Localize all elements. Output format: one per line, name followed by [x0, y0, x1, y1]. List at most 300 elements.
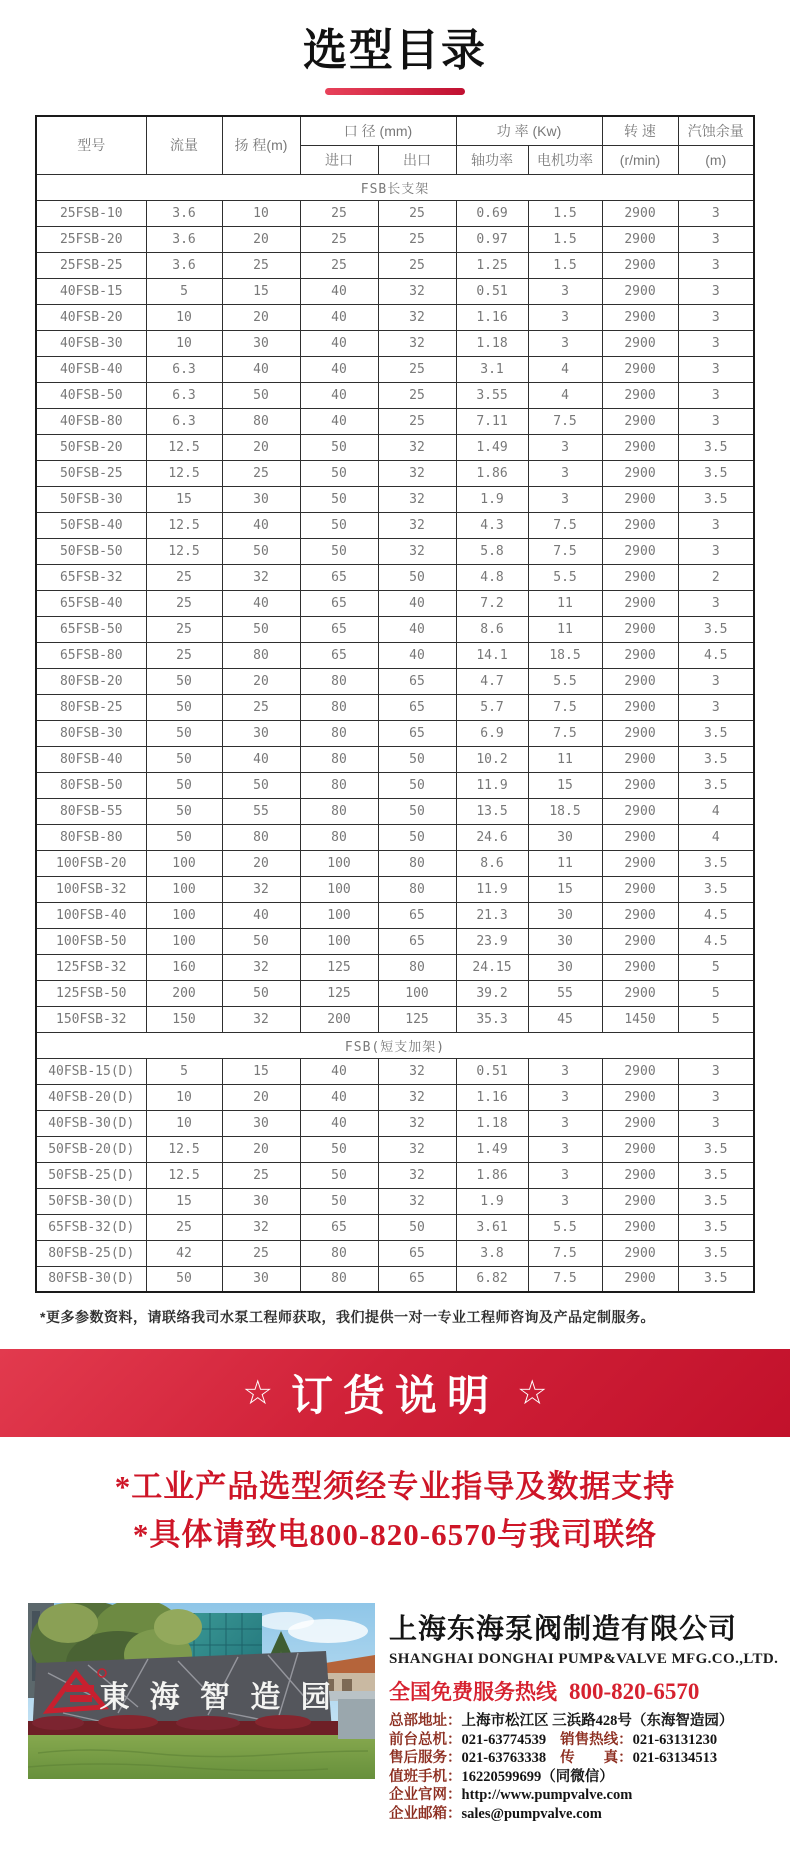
model-cell: 80FSB-25(D): [36, 1240, 146, 1266]
value-cell: 40: [300, 1084, 378, 1110]
table-section-title: FSB长支架: [36, 174, 754, 200]
value-cell: 15: [146, 1188, 222, 1214]
value-cell: 25: [222, 694, 300, 720]
value-cell: 50: [300, 1162, 378, 1188]
value-cell: 5.5: [528, 1214, 602, 1240]
spec-table-body: [36, 174, 754, 1292]
value-cell: 2900: [602, 590, 678, 616]
value-cell: 32: [378, 1084, 456, 1110]
value-cell: 4.8: [456, 564, 528, 590]
value-cell: 1.16: [456, 304, 528, 330]
value-cell: 1450: [602, 1006, 678, 1032]
value-cell: 2900: [602, 408, 678, 434]
value-cell: 65: [300, 564, 378, 590]
hotline-label: 全国免费服务热线: [389, 1680, 557, 1704]
value-cell: 40: [300, 408, 378, 434]
model-cell: 125FSB-50: [36, 980, 146, 1006]
value-cell: 6.3: [146, 408, 222, 434]
value-cell: 50: [300, 538, 378, 564]
value-cell: 13.5: [456, 798, 528, 824]
footer-section: [28, 1603, 779, 1823]
value-cell: 2900: [602, 1162, 678, 1188]
contact-line: [389, 1805, 778, 1824]
model-cell: 50FSB-25(D): [36, 1162, 146, 1188]
value-cell: 30: [222, 330, 300, 356]
value-cell: 4.5: [678, 928, 754, 954]
value-cell: 80: [222, 642, 300, 668]
table-row: [36, 252, 754, 278]
value-cell: 1.18: [456, 330, 528, 356]
value-cell: 80: [378, 850, 456, 876]
contact-value[interactable]: http://www.pumpvalve.com: [461, 1787, 633, 1803]
value-cell: 3: [678, 512, 754, 538]
table-row: [36, 200, 754, 226]
value-cell: 6.3: [146, 382, 222, 408]
value-cell: 10: [222, 200, 300, 226]
value-cell: 65: [378, 1266, 456, 1292]
contact-line: [389, 1749, 778, 1768]
value-cell: 80: [300, 694, 378, 720]
table-section-row: [36, 174, 754, 200]
model-cell: 50FSB-30(D): [36, 1188, 146, 1214]
value-cell: 10: [146, 1110, 222, 1136]
order-instructions-banner: [0, 1349, 790, 1437]
value-cell: 3: [528, 460, 602, 486]
value-cell: 1.16: [456, 1084, 528, 1110]
table-row: [36, 772, 754, 798]
model-cell: 125FSB-32: [36, 954, 146, 980]
model-cell: 25FSB-25: [36, 252, 146, 278]
contact-line: [389, 1786, 778, 1805]
table-row: [36, 1266, 754, 1292]
model-cell: 80FSB-30(D): [36, 1266, 146, 1292]
value-cell: 3: [528, 278, 602, 304]
table-row: [36, 1058, 754, 1084]
model-cell: 65FSB-50: [36, 616, 146, 642]
value-cell: 2900: [602, 1188, 678, 1214]
value-cell: 55: [528, 980, 602, 1006]
table-row: [36, 1110, 754, 1136]
value-cell: 30: [528, 954, 602, 980]
value-cell: 3.5: [678, 876, 754, 902]
value-cell: 4.5: [678, 642, 754, 668]
value-cell: 2900: [602, 668, 678, 694]
value-cell: 25: [222, 1162, 300, 1188]
value-cell: 50: [146, 746, 222, 772]
value-cell: 3.5: [678, 1162, 754, 1188]
value-cell: 50: [300, 434, 378, 460]
model-cell: 50FSB-50: [36, 538, 146, 564]
value-cell: 1.86: [456, 1162, 528, 1188]
value-cell: 2900: [602, 538, 678, 564]
value-cell: 2900: [602, 304, 678, 330]
value-cell: 8.6: [456, 616, 528, 642]
value-cell: 2900: [602, 850, 678, 876]
value-cell: 3: [678, 538, 754, 564]
value-cell: 12.5: [146, 1162, 222, 1188]
value-cell: 100: [146, 928, 222, 954]
model-cell: 65FSB-32: [36, 564, 146, 590]
company-name-cn: 上海东海泵阀制造有限公司: [389, 1613, 738, 1644]
value-cell: 2900: [602, 642, 678, 668]
value-cell: 40: [300, 278, 378, 304]
table-row: [36, 824, 754, 850]
value-cell: 2900: [602, 824, 678, 850]
value-cell: 200: [300, 1006, 378, 1032]
model-cell: 50FSB-20(D): [36, 1136, 146, 1162]
value-cell: 32: [378, 538, 456, 564]
model-cell: 40FSB-15(D): [36, 1058, 146, 1084]
value-cell: 45: [528, 1006, 602, 1032]
value-cell: 3: [678, 1084, 754, 1110]
contact-label: 传 真：: [560, 1750, 633, 1766]
value-cell: 3.5: [678, 1214, 754, 1240]
table-row: [36, 902, 754, 928]
table-section-row: [36, 1032, 754, 1058]
model-cell: 80FSB-40: [36, 746, 146, 772]
value-cell: 3: [528, 1084, 602, 1110]
value-cell: 3: [678, 590, 754, 616]
value-cell: 32: [222, 954, 300, 980]
contact-value[interactable]: sales@pumpvalve.com: [461, 1805, 602, 1822]
value-cell: 30: [222, 1110, 300, 1136]
service-hotline: [389, 1676, 778, 1706]
value-cell: 65: [378, 928, 456, 954]
value-cell: 10: [146, 304, 222, 330]
table-row: [36, 1136, 754, 1162]
value-cell: 7.5: [528, 512, 602, 538]
contact-value: 021-63134513: [632, 1750, 718, 1766]
notice-line-1: *工业产品选型须经专业指导及数据支持: [114, 1469, 676, 1504]
value-cell: 3.6: [146, 252, 222, 278]
table-row: [36, 278, 754, 304]
value-cell: 40: [378, 616, 456, 642]
value-cell: 125: [300, 980, 378, 1006]
table-row: [36, 694, 754, 720]
value-cell: 32: [378, 304, 456, 330]
value-cell: 40: [222, 590, 300, 616]
value-cell: 3.8: [456, 1240, 528, 1266]
value-cell: 50: [378, 824, 456, 850]
value-cell: 3: [678, 1110, 754, 1136]
table-row: [36, 668, 754, 694]
value-cell: 35.3: [456, 1006, 528, 1032]
value-cell: 3: [678, 304, 754, 330]
value-cell: 50: [146, 720, 222, 746]
value-cell: 40: [300, 1058, 378, 1084]
col-header-outlet: 出口: [378, 145, 456, 174]
value-cell: 25: [300, 200, 378, 226]
table-footnote: *更多参数资料，请联络我司水泵工程师获取，我们提供一对一专业工程师咨询及产品定制服务。: [40, 1309, 655, 1325]
value-cell: 5.7: [456, 694, 528, 720]
col-header-npsh: 汽蚀余量: [678, 116, 754, 145]
value-cell: 30: [222, 1266, 300, 1292]
value-cell: 2900: [602, 876, 678, 902]
model-cell: 80FSB-55: [36, 798, 146, 824]
value-cell: 3: [678, 668, 754, 694]
value-cell: 7.2: [456, 590, 528, 616]
value-cell: 6.9: [456, 720, 528, 746]
model-cell: 65FSB-40: [36, 590, 146, 616]
value-cell: 32: [378, 1136, 456, 1162]
value-cell: 80: [300, 746, 378, 772]
model-cell: 25FSB-20: [36, 226, 146, 252]
value-cell: 18.5: [528, 798, 602, 824]
value-cell: 20: [222, 668, 300, 694]
pump-selection-table: [35, 115, 755, 1293]
contact-value: 021-63131230: [632, 1731, 718, 1748]
value-cell: 65: [300, 1214, 378, 1240]
col-header-speed: 转 速: [602, 116, 678, 145]
value-cell: 2: [678, 564, 754, 590]
value-cell: 3: [528, 1110, 602, 1136]
value-cell: 0.51: [456, 278, 528, 304]
value-cell: 125: [300, 954, 378, 980]
table-row: [36, 538, 754, 564]
value-cell: 7.5: [528, 538, 602, 564]
model-cell: 80FSB-30: [36, 720, 146, 746]
value-cell: 5.8: [456, 538, 528, 564]
value-cell: 2900: [602, 902, 678, 928]
value-cell: 7.11: [456, 408, 528, 434]
value-cell: 150: [146, 1006, 222, 1032]
value-cell: 80: [300, 720, 378, 746]
table-row: [36, 642, 754, 668]
value-cell: 2900: [602, 278, 678, 304]
value-cell: 15: [146, 486, 222, 512]
value-cell: 3.5: [678, 434, 754, 460]
value-cell: 80: [300, 1266, 378, 1292]
value-cell: 40: [300, 304, 378, 330]
col-header-flow: 流量: [146, 116, 222, 174]
value-cell: 7.5: [528, 1266, 602, 1292]
value-cell: 5: [678, 1006, 754, 1032]
contact-line: [389, 1768, 778, 1787]
value-cell: 3.5: [678, 772, 754, 798]
value-cell: 7.5: [528, 720, 602, 746]
value-cell: 2900: [602, 226, 678, 252]
table-row: [36, 876, 754, 902]
table-row: [36, 1162, 754, 1188]
value-cell: 10.2: [456, 746, 528, 772]
value-cell: 3.5: [678, 746, 754, 772]
value-cell: 3.5: [678, 1240, 754, 1266]
value-cell: 6.82: [456, 1266, 528, 1292]
value-cell: 5: [678, 980, 754, 1006]
notice-section: [0, 1463, 790, 1559]
model-cell: 150FSB-32: [36, 1006, 146, 1032]
value-cell: 50: [146, 694, 222, 720]
value-cell: 50: [146, 772, 222, 798]
value-cell: 24.6: [456, 824, 528, 850]
value-cell: 12.5: [146, 538, 222, 564]
value-cell: 65: [378, 668, 456, 694]
value-cell: 30: [528, 902, 602, 928]
table-section-title: FSB(短支加架): [36, 1032, 754, 1058]
value-cell: 32: [378, 460, 456, 486]
value-cell: 10: [146, 330, 222, 356]
value-cell: 100: [300, 876, 378, 902]
value-cell: 40: [300, 382, 378, 408]
value-cell: 1.5: [528, 252, 602, 278]
value-cell: 25: [378, 356, 456, 382]
value-cell: 32: [378, 434, 456, 460]
value-cell: 32: [378, 1162, 456, 1188]
value-cell: 100: [146, 902, 222, 928]
value-cell: 50: [222, 382, 300, 408]
value-cell: 100: [378, 980, 456, 1006]
value-cell: 65: [378, 1240, 456, 1266]
contact-label: 企业邮箱：: [389, 1805, 462, 1822]
model-cell: 40FSB-20(D): [36, 1084, 146, 1110]
value-cell: 50: [222, 980, 300, 1006]
value-cell: 55: [222, 798, 300, 824]
model-cell: 40FSB-80: [36, 408, 146, 434]
value-cell: 50: [146, 824, 222, 850]
star-icon: ☆: [242, 1374, 273, 1412]
value-cell: 1.9: [456, 486, 528, 512]
contact-value: 021-63763338: [461, 1750, 547, 1766]
table-row: [36, 616, 754, 642]
model-cell: 40FSB-40: [36, 356, 146, 382]
value-cell: 15: [528, 772, 602, 798]
model-cell: 50FSB-40: [36, 512, 146, 538]
value-cell: 2900: [602, 720, 678, 746]
value-cell: 80: [378, 954, 456, 980]
value-cell: 5.5: [528, 564, 602, 590]
contact-list: [389, 1712, 778, 1823]
value-cell: 12.5: [146, 460, 222, 486]
value-cell: 11: [528, 850, 602, 876]
table-row: [36, 1214, 754, 1240]
value-cell: 11: [528, 746, 602, 772]
value-cell: 2900: [602, 928, 678, 954]
value-cell: 50: [300, 512, 378, 538]
value-cell: 65: [378, 720, 456, 746]
value-cell: 25: [378, 226, 456, 252]
value-cell: 0.69: [456, 200, 528, 226]
value-cell: 20: [222, 434, 300, 460]
model-cell: 50FSB-25: [36, 460, 146, 486]
company-info: [375, 1603, 778, 1823]
value-cell: 3: [678, 200, 754, 226]
value-cell: 50: [300, 1188, 378, 1214]
value-cell: 2900: [602, 382, 678, 408]
value-cell: 3.5: [678, 1188, 754, 1214]
value-cell: 40: [300, 356, 378, 382]
value-cell: 80: [300, 668, 378, 694]
value-cell: 30: [528, 824, 602, 850]
value-cell: 25: [378, 252, 456, 278]
value-cell: 2900: [602, 356, 678, 382]
value-cell: 65: [378, 902, 456, 928]
value-cell: 1.86: [456, 460, 528, 486]
order-banner-title: 订货说明: [290, 1372, 499, 1419]
table-row: [36, 304, 754, 330]
value-cell: 2900: [602, 460, 678, 486]
value-cell: 32: [378, 1188, 456, 1214]
value-cell: 32: [378, 278, 456, 304]
value-cell: 100: [300, 928, 378, 954]
table-row: [36, 720, 754, 746]
table-row: [36, 486, 754, 512]
value-cell: 1.5: [528, 200, 602, 226]
value-cell: 12.5: [146, 434, 222, 460]
star-icon: ☆: [517, 1374, 548, 1412]
value-cell: 3.6: [146, 200, 222, 226]
value-cell: 20: [222, 226, 300, 252]
model-cell: 65FSB-32(D): [36, 1214, 146, 1240]
value-cell: 20: [222, 1084, 300, 1110]
value-cell: 32: [222, 1006, 300, 1032]
col-header-model: 型号: [36, 116, 146, 174]
value-cell: 1.9: [456, 1188, 528, 1214]
col-header-inlet: 进口: [300, 145, 378, 174]
value-cell: 25: [222, 1240, 300, 1266]
contact-value: 021-63774539: [461, 1731, 547, 1748]
value-cell: 50: [222, 538, 300, 564]
contact-label: 总部地址：: [389, 1713, 462, 1729]
value-cell: 2900: [602, 252, 678, 278]
value-cell: 15: [222, 278, 300, 304]
value-cell: 4.3: [456, 512, 528, 538]
value-cell: 125: [378, 1006, 456, 1032]
value-cell: 2900: [602, 486, 678, 512]
contact-label: 值班手机：: [389, 1768, 462, 1785]
model-cell: 100FSB-50: [36, 928, 146, 954]
value-cell: 25: [222, 460, 300, 486]
col-header-npsh-unit: (m): [678, 145, 754, 174]
table-row: [36, 356, 754, 382]
value-cell: 32: [378, 486, 456, 512]
model-cell: 65FSB-80: [36, 642, 146, 668]
value-cell: 2900: [602, 746, 678, 772]
title-section: [0, 0, 790, 95]
value-cell: 2900: [602, 694, 678, 720]
value-cell: 2900: [602, 616, 678, 642]
table-row: [36, 564, 754, 590]
contact-line: [389, 1731, 778, 1750]
value-cell: 1.25: [456, 252, 528, 278]
value-cell: 10: [146, 1084, 222, 1110]
table-row: [36, 330, 754, 356]
model-cell: 40FSB-30: [36, 330, 146, 356]
table-row: [36, 460, 754, 486]
value-cell: 1.5: [528, 226, 602, 252]
value-cell: 100: [146, 850, 222, 876]
value-cell: 2900: [602, 772, 678, 798]
table-row: [36, 746, 754, 772]
value-cell: 50: [222, 616, 300, 642]
value-cell: 3: [678, 408, 754, 434]
value-cell: 3.5: [678, 460, 754, 486]
value-cell: 2900: [602, 564, 678, 590]
value-cell: 3: [528, 1058, 602, 1084]
value-cell: 50: [146, 798, 222, 824]
table-row: [36, 1240, 754, 1266]
value-cell: 30: [222, 1188, 300, 1214]
table-row: [36, 798, 754, 824]
value-cell: 12.5: [146, 512, 222, 538]
factory-photo: [28, 1603, 375, 1779]
model-cell: 50FSB-20: [36, 434, 146, 460]
contact-line: [389, 1712, 778, 1731]
table-row: [36, 928, 754, 954]
value-cell: 40: [222, 746, 300, 772]
value-cell: 3.5: [678, 720, 754, 746]
table-row: [36, 1006, 754, 1032]
value-cell: 3: [528, 1162, 602, 1188]
